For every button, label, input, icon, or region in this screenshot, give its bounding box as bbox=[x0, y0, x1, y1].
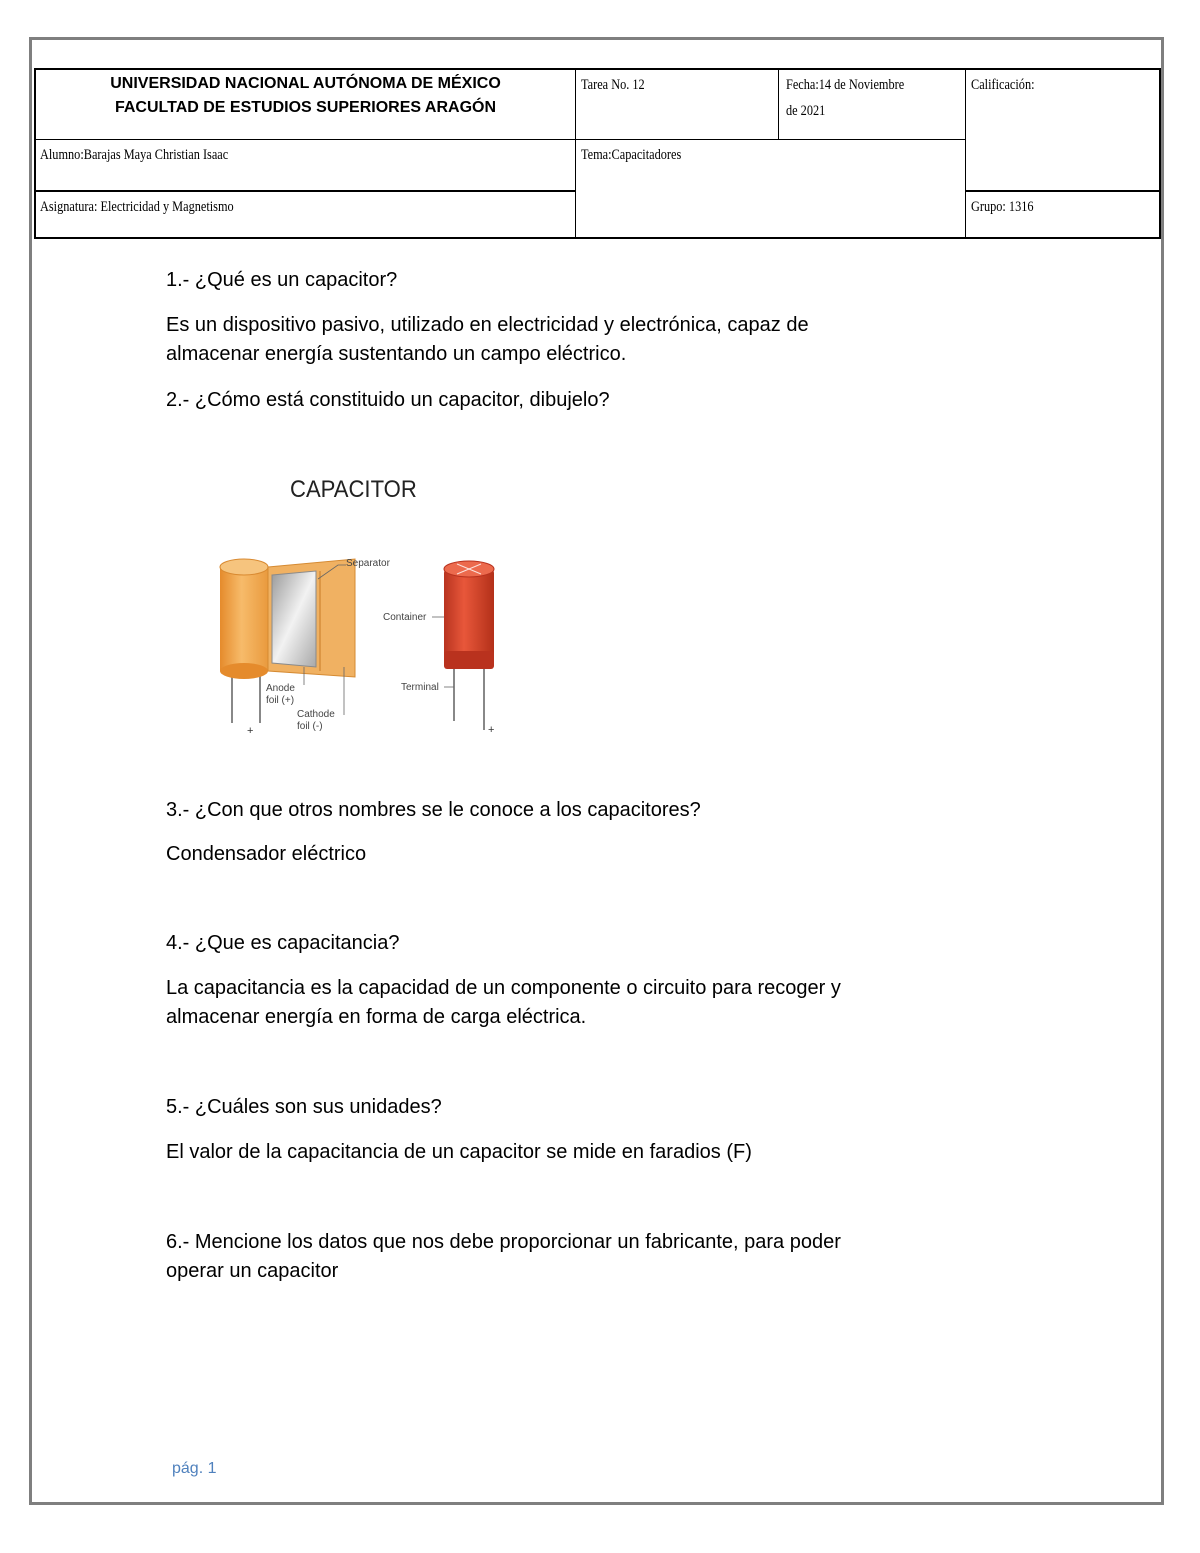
label-anode-1: Anode bbox=[266, 683, 295, 694]
fecha-line2: de 2021 bbox=[786, 103, 826, 119]
foil-roll-top bbox=[220, 559, 268, 575]
question-4: 4.- ¿Que es capacitancia? bbox=[166, 932, 400, 954]
answer-1 bbox=[166, 311, 986, 369]
answer-4 bbox=[166, 974, 986, 1032]
question-5: 5.- ¿Cuáles son sus unidades? bbox=[166, 1096, 442, 1118]
question-6-line2: operar un capacitor bbox=[166, 1260, 339, 1282]
anode-foil bbox=[272, 571, 316, 667]
plus-sign-left: + bbox=[247, 725, 254, 737]
label-anode-2: foil (+) bbox=[266, 695, 295, 706]
fecha-line1: Fecha:14 de Noviembre bbox=[786, 77, 905, 93]
answer-5: El valor de la capacitancia de un capacitor se mide en faradios (F) bbox=[166, 1141, 752, 1163]
answer-4-line2: almacenar energía en forma de carga eléctrica. bbox=[166, 1006, 587, 1028]
grupo: Grupo: 1316 bbox=[971, 199, 1034, 215]
question-6 bbox=[166, 1228, 986, 1286]
calificacion: Calificación: bbox=[971, 77, 1035, 93]
plus-sign-right: + bbox=[488, 724, 495, 736]
capacitor-diagram bbox=[210, 545, 510, 740]
label-container: Container bbox=[383, 612, 427, 623]
answer-1-line2: almacenar energía sustentando un campo eléctrico. bbox=[166, 343, 627, 365]
university-name bbox=[36, 72, 575, 120]
foil-roll-bottom bbox=[220, 663, 268, 679]
asignatura: Asignatura: Electricidad y Magnetismo bbox=[40, 199, 234, 215]
figure-title: CAPACITOR bbox=[290, 476, 417, 503]
page-number: pág. 1 bbox=[172, 1460, 217, 1477]
answer-1-line1: Es un dispositivo pasivo, utilizado en electricidad y electrónica, capaz de bbox=[166, 314, 809, 336]
tarea-number: Tarea No. 12 bbox=[581, 77, 645, 93]
container-base bbox=[444, 651, 494, 669]
foil-roll-body bbox=[220, 567, 268, 671]
answer-3: Condensador eléctrico bbox=[166, 843, 367, 865]
label-separator: Separator bbox=[346, 558, 390, 569]
question-6-line1: 6.- Mencione los datos que nos debe proporcionar un fabricante, para poder bbox=[166, 1231, 841, 1253]
question-2: 2.- ¿Cómo está constituido un capacitor, dibujelo? bbox=[166, 389, 610, 411]
tema: Tema:Capacitadores bbox=[581, 147, 682, 163]
alumno: Alumno:Barajas Maya Christian Isaac bbox=[40, 147, 229, 163]
label-terminal: Terminal bbox=[401, 682, 439, 693]
faculty-line2: FACULTAD DE ESTUDIOS SUPERIORES ARAGÓN bbox=[114, 99, 497, 116]
question-3: 3.- ¿Con que otros nombres se le conoce a los capacitores? bbox=[166, 799, 701, 821]
label-cathode-1: Cathode bbox=[297, 709, 335, 720]
fecha bbox=[786, 72, 904, 124]
answer-4-line1: La capacitancia es la capacidad de un componente o circuito para recoger y bbox=[166, 977, 841, 999]
question-1: 1.- ¿Qué es un capacitor? bbox=[166, 269, 398, 291]
label-cathode-2: foil (-) bbox=[297, 721, 323, 732]
university-line1: UNIVERSIDAD NACIONAL AUTÓNOMA DE MÉXICO bbox=[110, 75, 501, 92]
